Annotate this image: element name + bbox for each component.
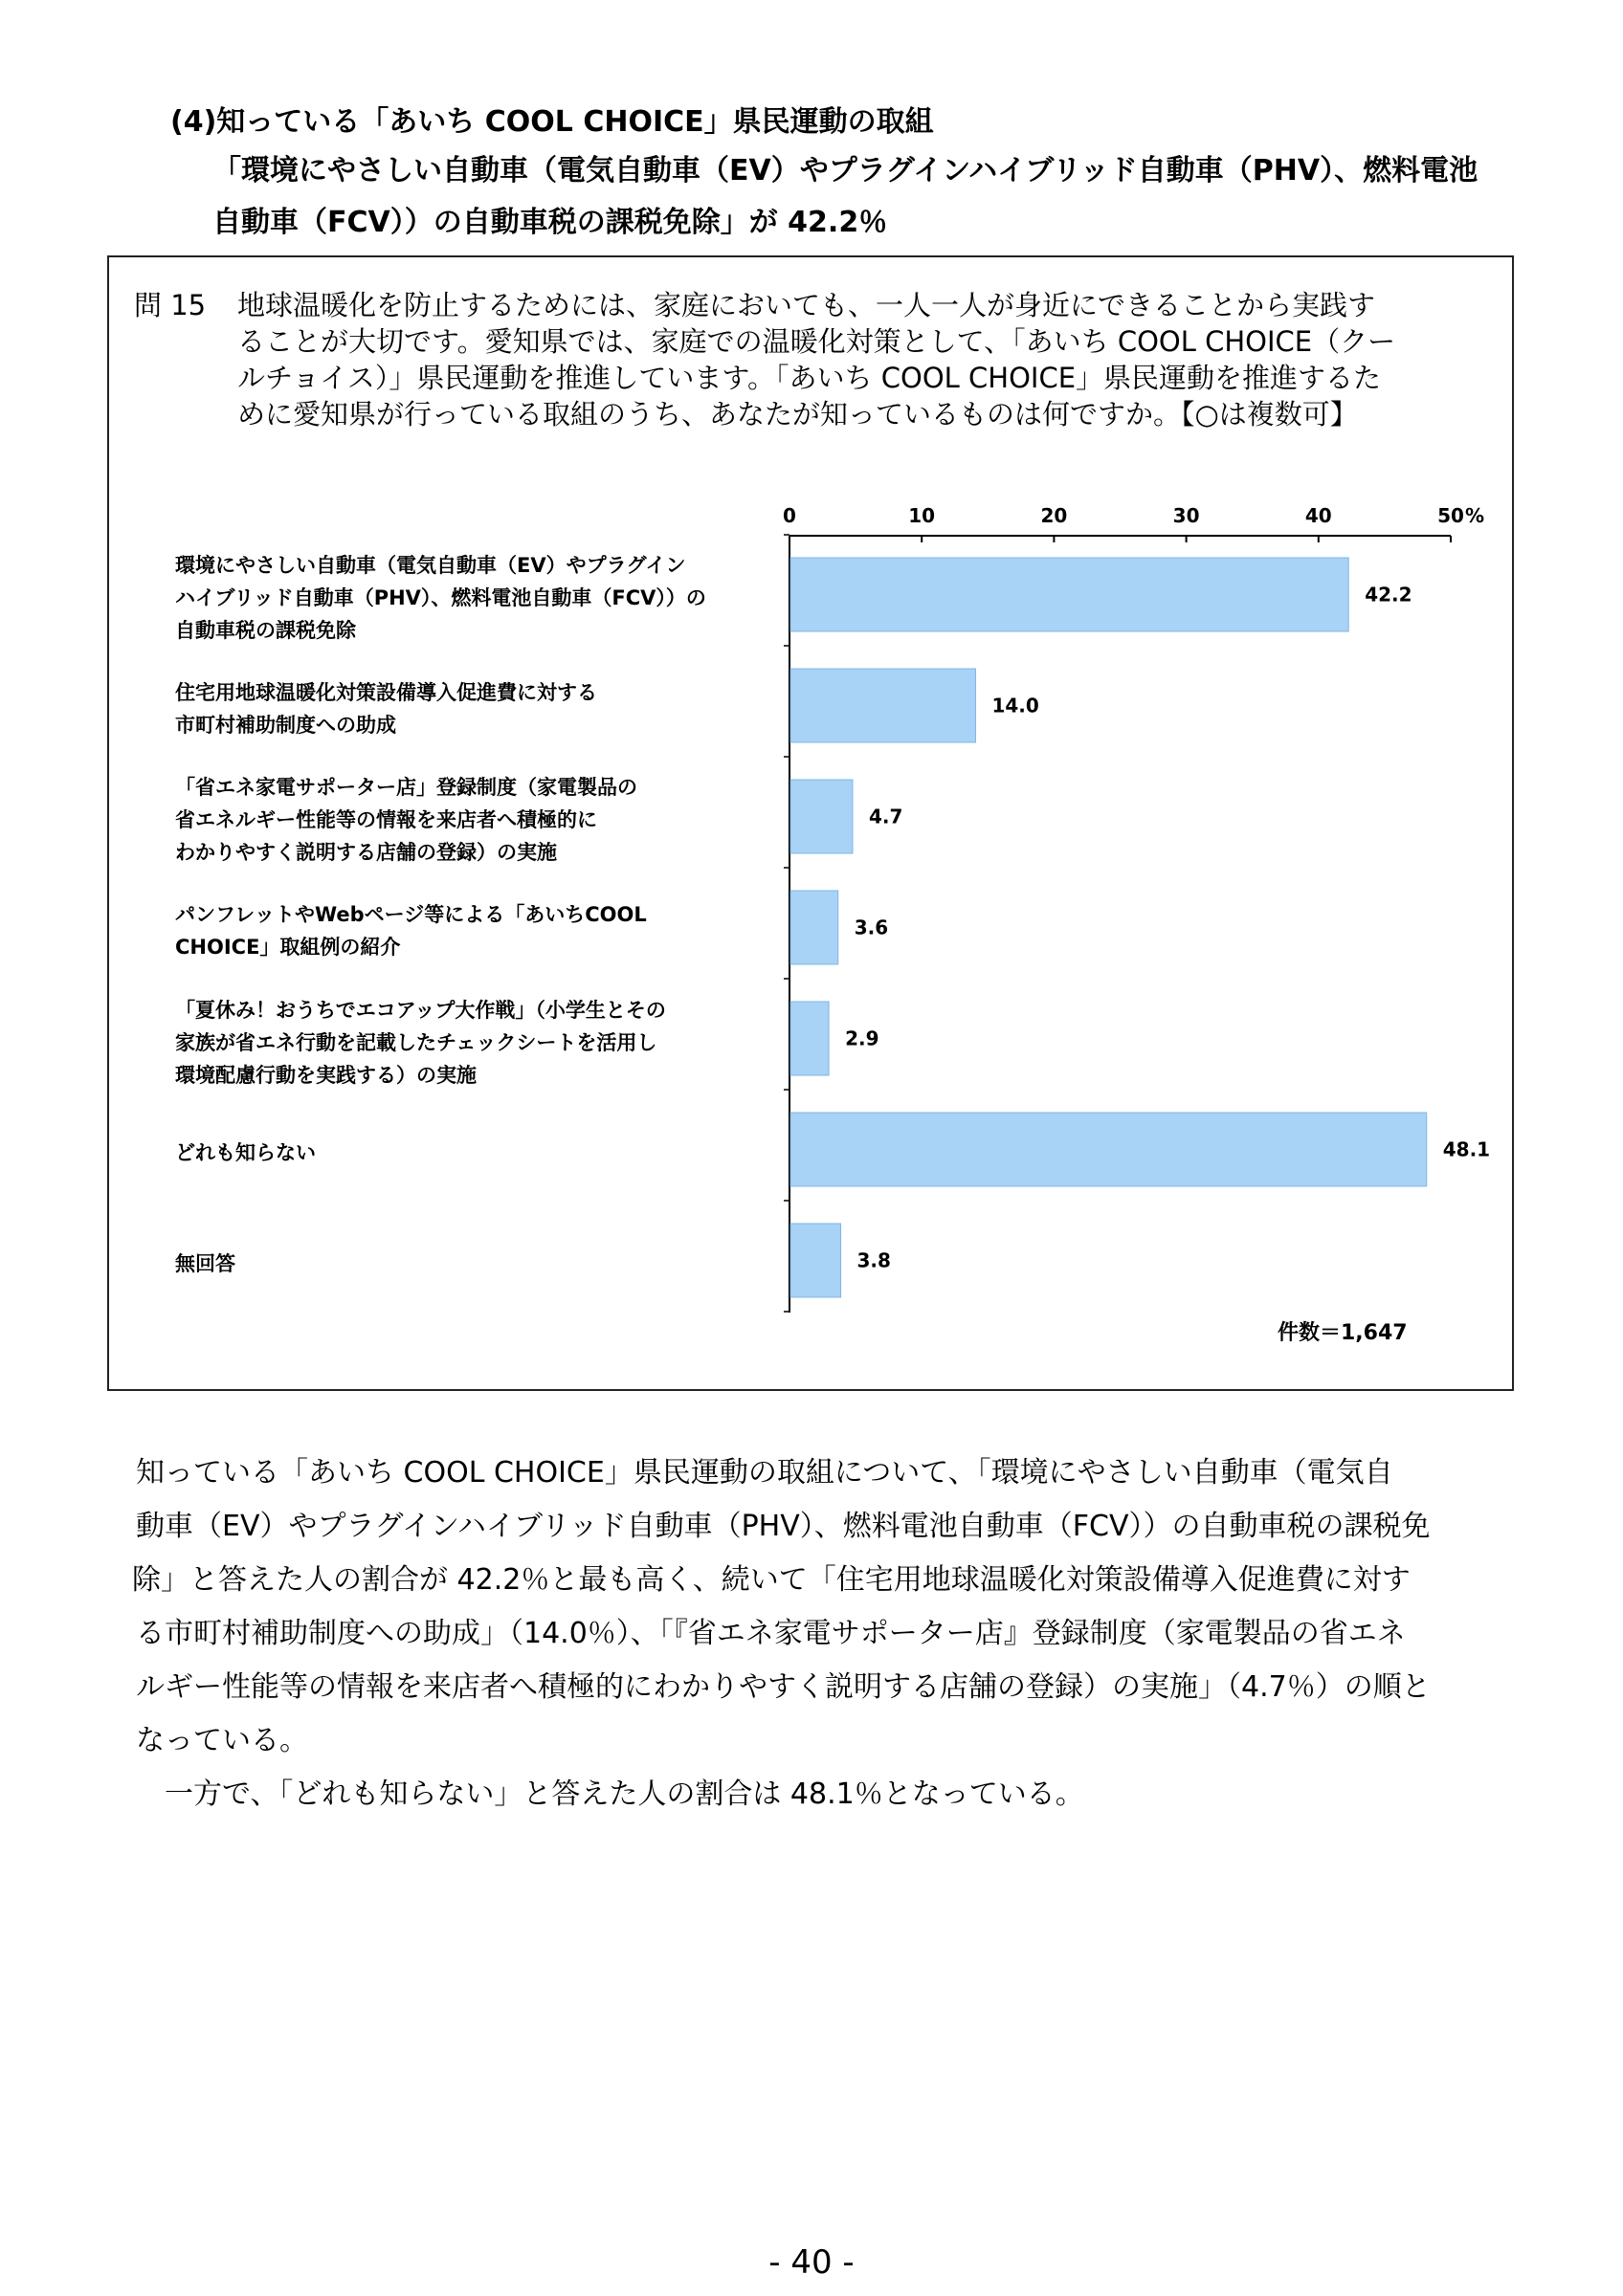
x-tick-label: 20 xyxy=(1040,504,1068,527)
body-line: る市町村補助制度への助成」（14.0％）、「『省エネ家電サポーター店』登録制度（家電製品の省エネ xyxy=(136,1617,1406,1650)
body-line: ルギー性能等の情報を来店者へ積極的にわかりやすく説明する店舗の登録）の実施」（4.7％）の順と xyxy=(136,1670,1431,1704)
question-text xyxy=(237,287,1491,432)
x-tick-label: 10 xyxy=(908,504,936,527)
category-label xyxy=(175,1137,768,1169)
category-label-line: 環境にやさしい自動車（電気自動車（EV）やプラグイン xyxy=(175,554,686,577)
body-line: 一方で、「どれも知らない」と答えた人の割合は 48.1％となっている。 xyxy=(165,1777,1084,1811)
section-subtitle xyxy=(212,145,1504,249)
category-label-line: 無回答 xyxy=(175,1252,235,1275)
category-label xyxy=(175,1247,768,1280)
category-label-line: 市町村補助制度への助成 xyxy=(175,714,396,737)
category-label-line: 自動車税の課税免除 xyxy=(175,619,356,642)
section-title: (4)知っている「あいち COOL CHOICE」県民運動の取組 xyxy=(170,105,934,139)
sample-count: 件数＝1,647 xyxy=(1278,1321,1408,1345)
category-label-line: 「省エネ家電サポーター店」登録制度（家電製品の xyxy=(175,776,637,799)
body-line: なっている。 xyxy=(136,1724,308,1757)
category-label xyxy=(175,898,768,963)
category-label-line: 家族が省エネ行動を記載したチェックシートを活用し xyxy=(175,1031,657,1054)
category-label xyxy=(175,549,768,647)
category-label-line: 「夏休み！おうちでエコアップ大作戦」（小学生とその xyxy=(175,999,666,1022)
category-label-line: パンフレットやWebページ等による「あいちCOOL xyxy=(175,903,647,926)
section-subtitle-line: 自動車（FCV））の自動車税の課税免除」が 42.2％ xyxy=(212,206,888,239)
category-label-line: 住宅用地球温暖化対策設備導入促進費に対する xyxy=(175,681,597,704)
x-tick-label: 40 xyxy=(1304,504,1332,527)
category-label-line: ハイブリッド自動車（PHV）、燃料電池自動車（FCV））の xyxy=(175,586,706,609)
section-subtitle-line: 「環境にやさしい自動車（電気自動車（EV）やプラグインハイブリッド自動車（PHV）、燃料電池 xyxy=(212,154,1478,188)
bar-value-label: 3.8 xyxy=(856,1248,891,1272)
question-line: めに愛知県が行っている取組のうち、あなたが知っているものは何ですか。【○は複数可】 xyxy=(237,398,1358,430)
bar-value-label: 3.6 xyxy=(854,916,889,939)
bar-value-label: 2.9 xyxy=(845,1027,879,1050)
bar-value-label: 14.0 xyxy=(991,694,1039,718)
category-label xyxy=(175,771,768,869)
body-line: 除」と答えた人の割合が 42.2％と最も高く、続いて「住宅用地球温暖化対策設備導入促進費に対す xyxy=(132,1563,1411,1597)
body-text xyxy=(132,1446,1495,1821)
category-label xyxy=(175,676,768,741)
body-line: 動車（EV）やプラグインハイブリッド自動車（PHV）、燃料電池自動車（FCV））の自動車税の課税免 xyxy=(136,1510,1431,1543)
category-label-line: 省エネルギー性能等の情報を来店者へ積極的に xyxy=(175,808,597,831)
x-unit-label: % xyxy=(1464,504,1485,527)
x-tick-label: 0 xyxy=(783,504,796,527)
question-line: 地球温暖化を防止するためには、家庭においても、一人一人が身近にできることから実践す xyxy=(237,289,1376,321)
bar-value-label: 4.7 xyxy=(868,805,903,828)
question-number: 問 15 xyxy=(134,289,207,321)
question-line: ルチョイス）」県民運動を推進しています。「あいち COOL CHOICE」県民運動を推進するた xyxy=(237,362,1382,394)
category-label-line: 環境配慮行動を実践する）の実施 xyxy=(175,1064,477,1087)
x-tick-label: 50 xyxy=(1437,504,1464,527)
question-line: ることが大切です。愛知県では、家庭での温暖化対策として、「あいち COOL CHOICE（クー xyxy=(237,325,1396,358)
category-label xyxy=(175,994,768,1092)
bar-value-label: 42.2 xyxy=(1365,583,1412,607)
category-label-line: どれも知らない xyxy=(175,1141,316,1164)
x-tick-label: 30 xyxy=(1172,504,1200,527)
body-line: 知っている「あいち COOL CHOICE」県民運動の取組について、「環境にやさしい自動車（電気自 xyxy=(136,1456,1393,1490)
category-label-line: わかりやすく説明する店舗の登録）の実施 xyxy=(175,841,557,864)
page-number: - 40 - xyxy=(768,2243,855,2282)
bar-value-label: 48.1 xyxy=(1442,1137,1491,1161)
category-label-line: CHOICE」取組例の紹介 xyxy=(175,936,401,959)
